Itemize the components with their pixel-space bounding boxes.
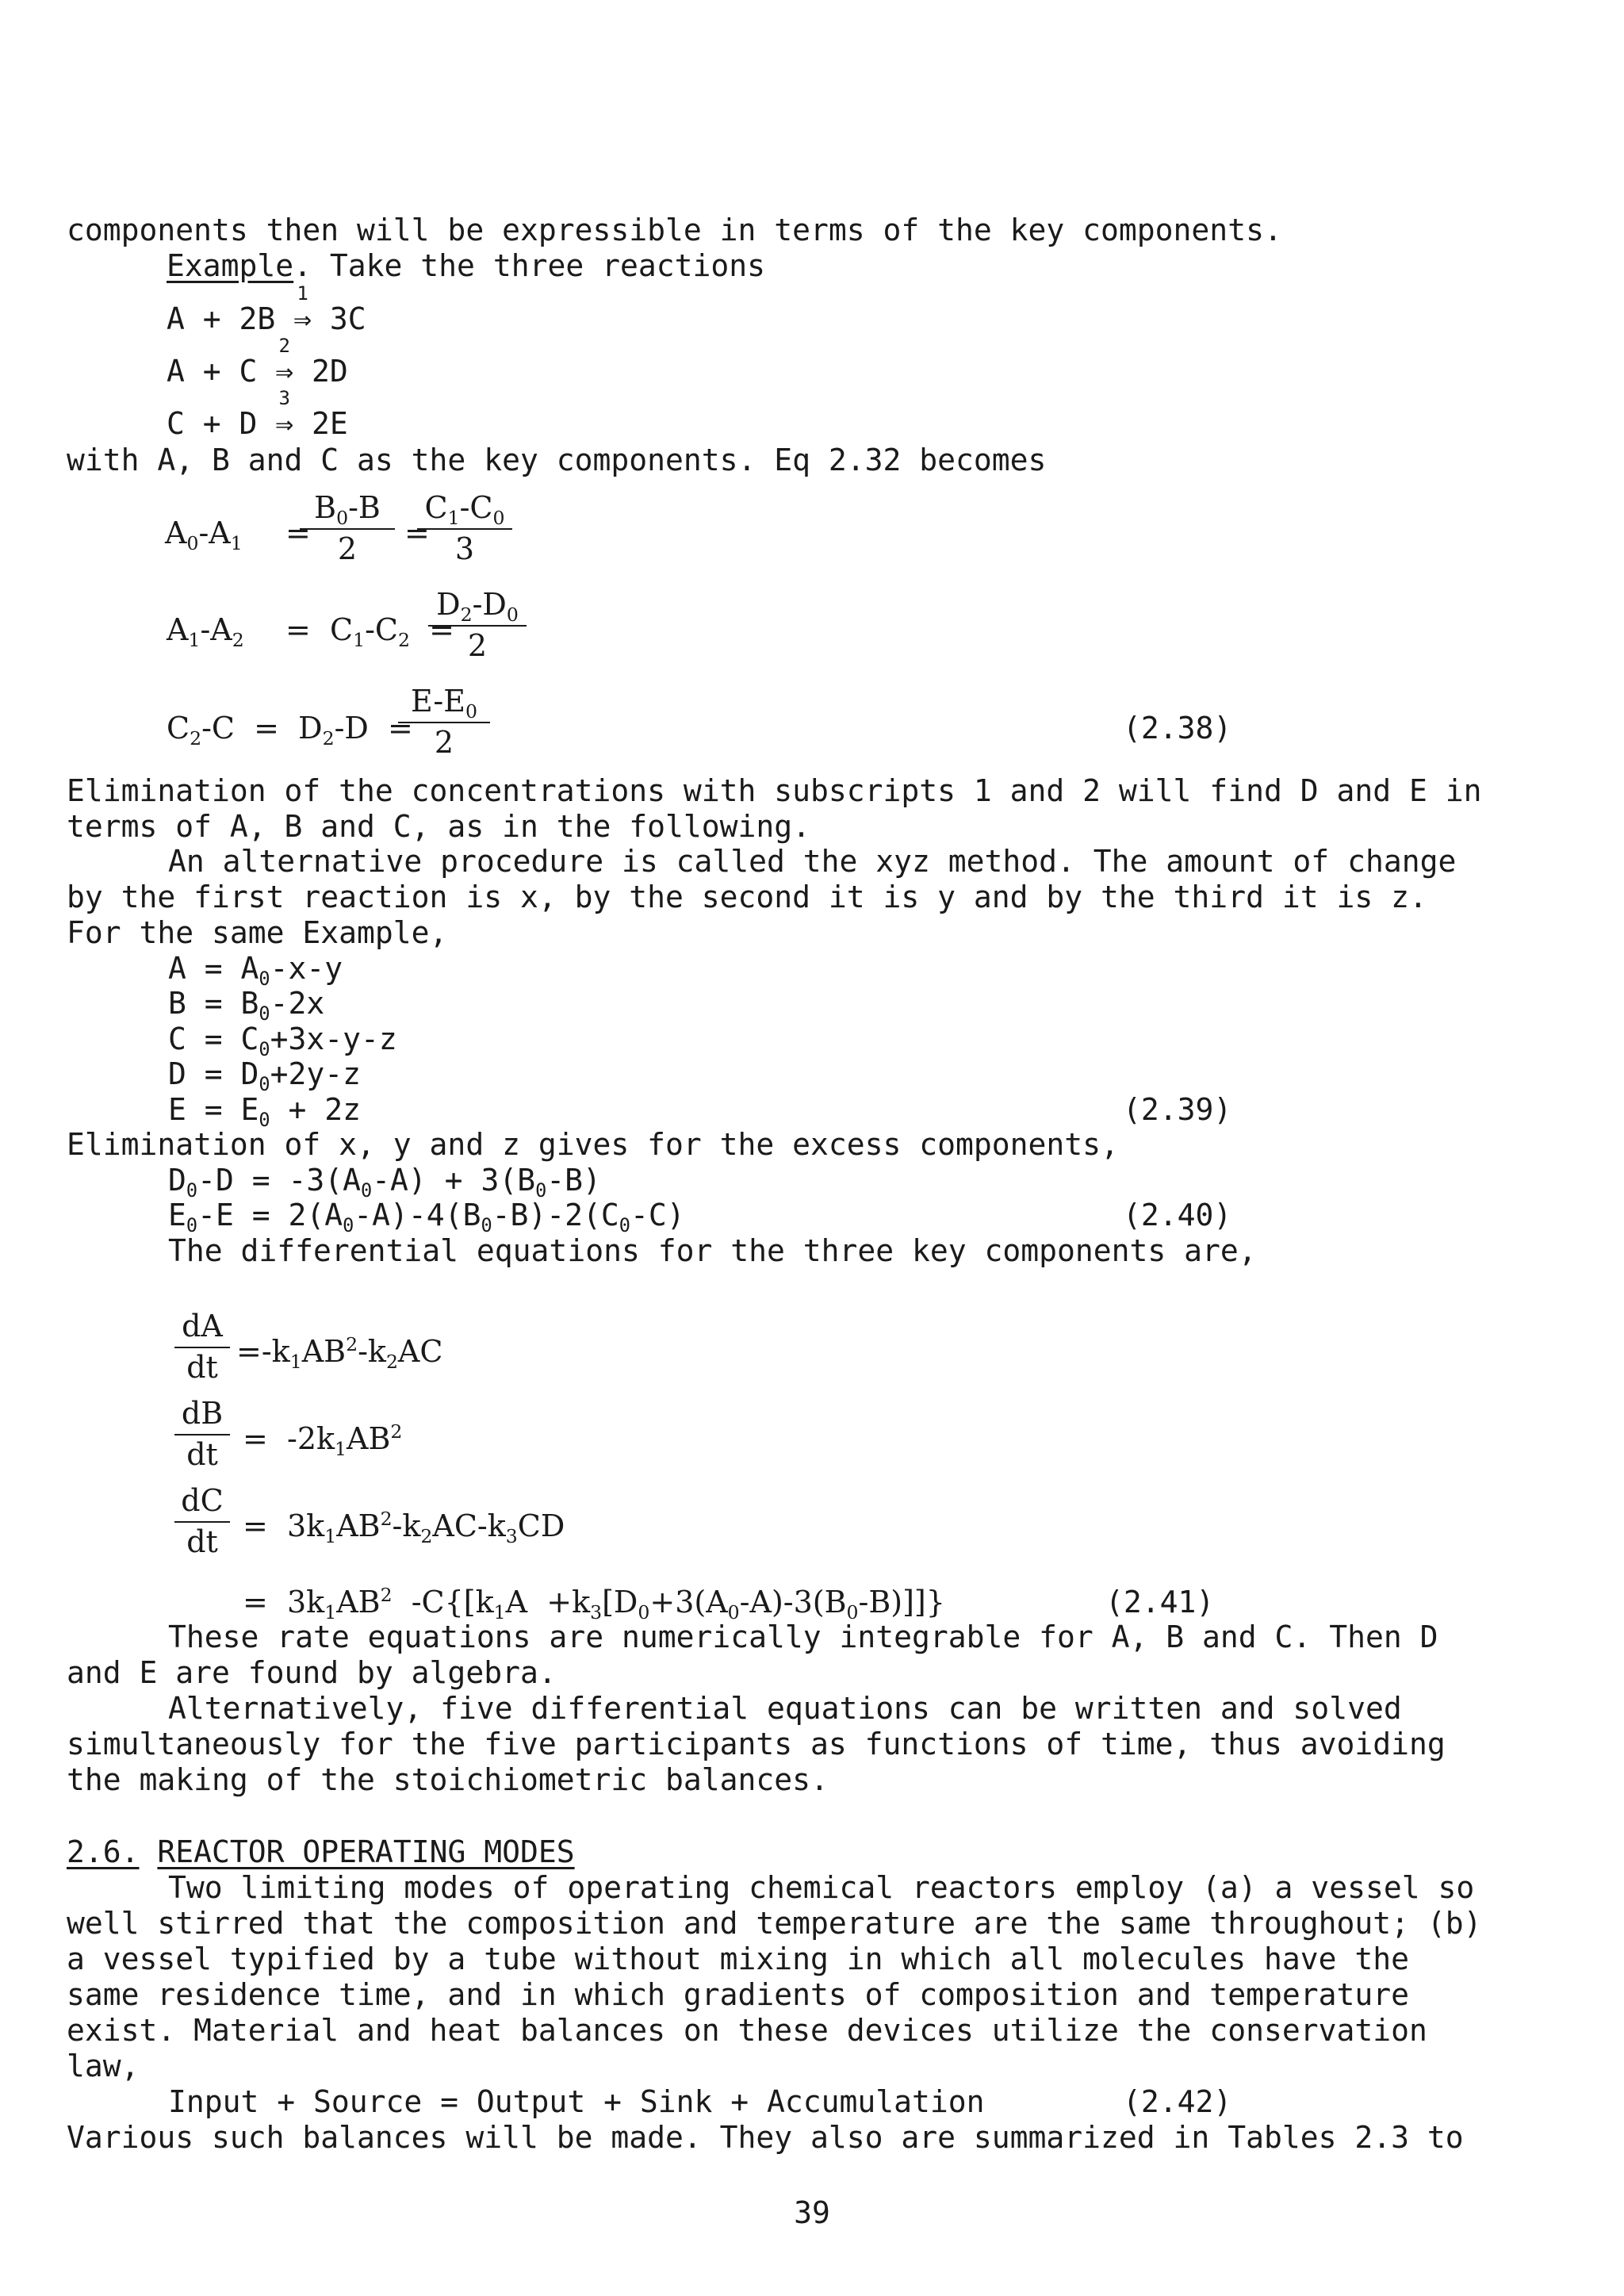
arrow-icon <box>275 335 294 389</box>
eq-term: = $C_1-C_2$ = <box>285 612 454 652</box>
fraction: $\frac{dB}{dt}$ <box>174 1396 230 1472</box>
fraction: $\frac{C_1-C_0}{3}$ <box>417 490 512 566</box>
eq-term: = $3k_1AB^2-k_2AC-k_3CD$ <box>243 1507 565 1548</box>
eq-term: = $3k_1AB^2$ $-C\{[k_1A +k_3[D_0+3(A_0-A)-3(B_0-B)]]\}$ <box>243 1583 945 1624</box>
text-line: a vessel typified by a tube without mixing in which all molecules have the <box>67 1941 1409 1976</box>
page-number: 39 <box>794 2195 830 2230</box>
equation-number: (2.40) <box>1123 1198 1232 1232</box>
text-line: simultaneously for the five participants as functions of time, thus avoiding <box>67 1727 1446 1761</box>
eq-term: $A_1-A_2$ <box>167 612 244 652</box>
reaction-right: 3C <box>312 301 366 336</box>
equation-number: (2.42) <box>1123 2084 1232 2119</box>
text-line: by the first reaction is x, by the second it is y and by the third it is z. <box>67 880 1427 914</box>
reaction-2 <box>167 335 348 389</box>
text-line: with A, B and C as the key components. Eq 2.32 becomes <box>67 443 1047 477</box>
text-span: . Take the three reactions <box>293 248 765 283</box>
fraction: $\frac{B_0-B}{2}$ <box>300 490 395 566</box>
equation-number: (2.39) <box>1123 1092 1232 1127</box>
section-title: REACTOR OPERATING MODES <box>157 1834 575 1869</box>
arrow-glyph: ⇒ <box>293 301 312 336</box>
text-line: Elimination of x, y and z gives for the excess components, <box>67 1127 1119 1162</box>
equation-line: $A = A_0-x-y$ <box>168 951 343 991</box>
example-label: Example <box>167 248 294 283</box>
arrow-glyph: ⇒ <box>275 406 294 441</box>
eq-term: $C_2-C = D_2-D$ = <box>167 711 413 750</box>
fraction: $\frac{E-E_0}{2}$ <box>398 684 490 760</box>
text-line: Various such balances will be made. They also are summarized in Tables 2.3 to <box>67 2120 1464 2155</box>
reaction-1 <box>167 282 366 336</box>
eq-sign: = <box>404 516 430 550</box>
text-line: well stirred that the composition and temperature are the same throughout; (b) <box>67 1906 1482 1941</box>
arrow-glyph: ⇒ <box>275 354 294 389</box>
text-line: terms of A, B and C, as in the following. <box>67 809 810 844</box>
equation-line: $D_0-D = -3(A_0-A) + 3(B_0-B)$ <box>168 1163 601 1202</box>
text-line: same residence time, and in which gradients of composition and temperature <box>67 1977 1409 2012</box>
arrow-icon <box>275 387 294 441</box>
text-line: and E are found by algebra. <box>67 1655 557 1690</box>
text-line <box>167 248 765 283</box>
arrow-label: 2 <box>278 335 290 357</box>
text-line: The differential equations for the three key components are, <box>168 1233 1257 1268</box>
equation-number: (2.41) <box>1105 1585 1215 1619</box>
equation-line: Input + Source = Output + Sink + Accumulation <box>168 2084 985 2119</box>
section-heading <box>67 1834 575 1869</box>
reaction-right: 2E <box>293 406 348 441</box>
text-line: components then will be expressible in terms of the key components. <box>67 213 1282 247</box>
reaction-left: C + D <box>167 406 276 441</box>
fraction: $\frac{dA}{dt}$ <box>174 1309 230 1385</box>
reaction-left: A + C <box>167 354 276 389</box>
equation-number: (2.38) <box>1123 711 1232 746</box>
reaction-3 <box>167 387 348 441</box>
eq-sign: = <box>285 516 311 550</box>
arrow-label: 1 <box>297 282 308 305</box>
arrow-icon <box>293 282 312 336</box>
text-line: law, <box>67 2049 140 2083</box>
equation-line: $D = D_0+2y-z$ <box>168 1056 361 1096</box>
text-line: the making of the stoichiometric balances. <box>67 1762 829 1797</box>
section-number: 2.6. <box>67 1834 140 1869</box>
text-line: Two limiting modes of operating chemical reactors employ (a) a vessel so <box>168 1870 1475 1905</box>
reaction-right: 2D <box>293 354 348 389</box>
equation-line: $E_0-E = 2(A_0-A)-4(B_0-B)-2(C_0-C)$ <box>168 1198 685 1237</box>
equation-line: $C = C_0+3x-y-z$ <box>168 1022 397 1061</box>
text-line: exist. Material and heat balances on these devices utilize the conservation <box>67 2013 1427 2048</box>
text-line: These rate equations are numerically integrable for A, B and C. Then D <box>168 1619 1438 1654</box>
eq-term: $A_0-A_1$ <box>165 516 243 555</box>
equation-line: $E = E_0 + 2z$ <box>168 1092 361 1132</box>
arrow-label: 3 <box>278 387 290 409</box>
text-line: An alternative procedure is called the xyz method. The amount of change <box>168 844 1457 879</box>
equation-line: $B = B_0-2x$ <box>168 986 325 1025</box>
fraction: $\frac{dC}{dt}$ <box>174 1483 230 1559</box>
fraction: $\frac{D_2-D_0}{2}$ <box>428 587 527 663</box>
text-line: Elimination of the concentrations with subscripts 1 and 2 will find D and E in <box>67 773 1482 808</box>
eq-term: = $-2k_1AB^2$ <box>243 1420 403 1461</box>
eq-term: $=-k_1AB^2-k_2AC$ <box>236 1332 443 1374</box>
text-line: Alternatively, five differential equations can be written and solved <box>168 1691 1402 1726</box>
text-line: For the same Example, <box>67 915 448 950</box>
reaction-left: A + 2B <box>167 301 294 336</box>
